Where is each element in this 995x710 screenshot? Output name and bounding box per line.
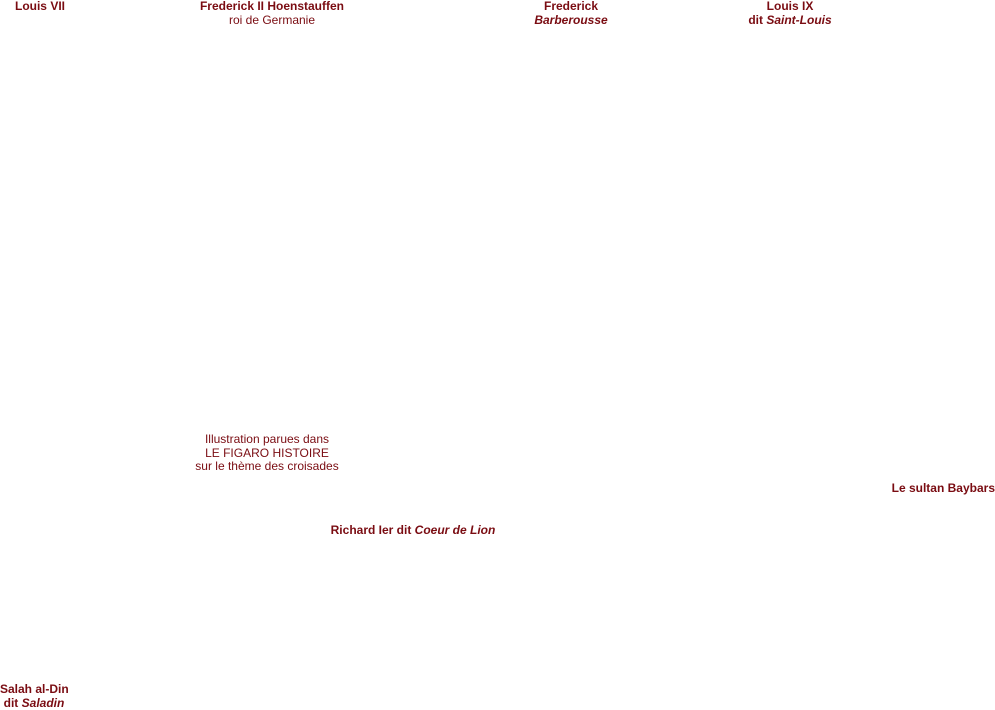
caption-barberousse-epithet: Barberousse [521,14,621,28]
caption-frederick-ii [192,0,352,27]
caption-louis-ix-name: Louis IX [730,0,850,14]
caption-frederick-ii-subtitle: roi de Germanie [192,14,352,28]
caption-frederick-ii-name: Frederick II Hoenstauffen [192,0,352,14]
caption-richard-epithet: Coeur de Lion [415,523,496,537]
caption-saladin-epithet: Saladin [22,696,65,710]
caption-saladin-name: Salah al-Din [0,683,68,697]
illustration-note-line-3: sur le thème des croisades [187,460,347,474]
caption-richard-name: Richard Ier dit [331,523,412,537]
caption-saladin-dit: dit [4,696,19,710]
caption-louis-vii [0,0,80,14]
caption-louis-ix-dit: dit [748,13,763,27]
caption-baybars [892,482,995,496]
caption-saladin-epithet-line [0,697,68,710]
caption-louis-vii-name: Louis VII [15,0,65,13]
caption-louis-ix [730,0,850,27]
illustration-source-note [187,433,347,474]
caption-barberousse-name: Frederick [521,0,621,14]
illustration-note-line-1: Illustration parues dans [187,433,347,447]
illustration-note-line-2: LE FIGARO HISTOIRE [187,447,347,461]
caption-louis-ix-epithet: Saint-Louis [766,13,831,27]
caption-richard [318,524,508,538]
caption-saladin [0,683,68,710]
caption-baybars-name: Le sultan Baybars [892,481,995,495]
caption-barberousse [521,0,621,27]
caption-louis-ix-epithet-line [730,14,850,28]
